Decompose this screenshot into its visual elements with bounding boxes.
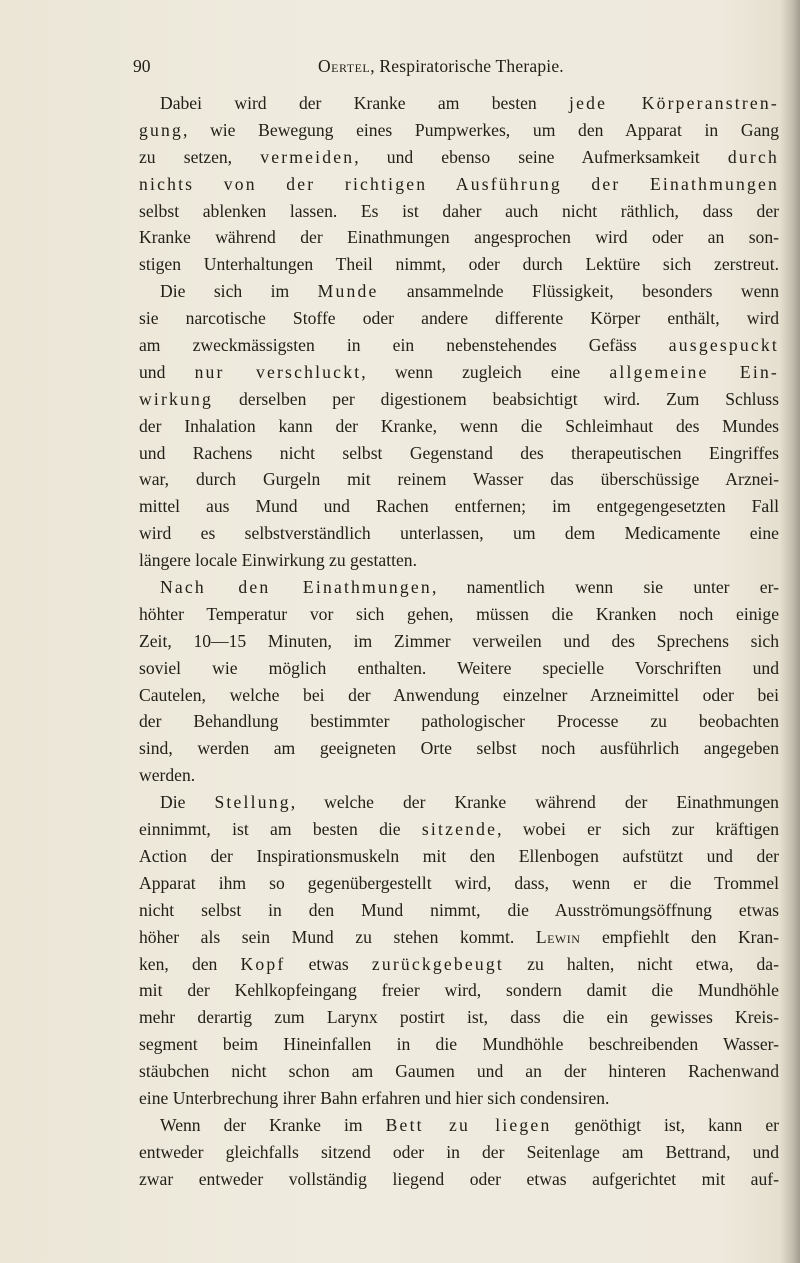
text-segment: selbst ablenken lassen. Es ist daher auch nicht räthlich, dass der (139, 200, 779, 221)
text-line (139, 870, 779, 897)
text-line (139, 1112, 779, 1139)
text-line (139, 897, 779, 924)
text-segment: empfiehlt den Kran- (580, 926, 779, 947)
text-line (139, 278, 779, 305)
text-line (139, 520, 779, 547)
text-line (139, 359, 779, 386)
text-segment: Zeit, 10—15 Minuten, im Zimmer verweilen und des Sprechens sich (139, 630, 779, 651)
text-line (139, 171, 779, 198)
text-segment: derselben per digestionem beabsichtigt wird. Zum Schluss (213, 388, 779, 409)
body-text (139, 90, 779, 1193)
emphasized-text: durch (727, 146, 779, 167)
text-line (139, 816, 779, 843)
text-segment: entweder gleichfalls sitzend oder in der Seitenlage am Bettrand, und (139, 1141, 779, 1162)
emphasized-text: Stellung (214, 792, 291, 813)
text-line (139, 1085, 779, 1112)
text-line (139, 762, 779, 789)
text-segment: höhter Temperatur vor sich gehen, müssen die Kranken noch einige (139, 603, 779, 624)
text-segment: Dabei wird der Kranke am besten (160, 93, 570, 113)
text-segment: war, durch Gurgeln mit reinem Wasser das überschüssige Arznei- (139, 469, 779, 490)
text-line (139, 251, 779, 278)
text-segment: ken, den (139, 953, 241, 974)
emphasized-text: Bett zu liegen (385, 1114, 552, 1135)
text-line (139, 843, 779, 870)
emphasized-text: wirkung (139, 388, 214, 409)
emphasized-text: Munde (317, 281, 379, 302)
text-line (139, 601, 779, 628)
text-line (139, 386, 779, 413)
text-segment: höher als sein Mund zu stehen kommt. (139, 926, 536, 947)
emphasized-text: allgemeine Ein- (609, 361, 779, 382)
text-line (139, 144, 779, 171)
text-segment: sind, werden am geeigneten Orte selbst noch ausführlich angegeben (139, 738, 779, 759)
text-segment: Wenn der Kranke im (160, 1114, 386, 1135)
text-segment: der Behandlung bestimmter pathologischer Processe zu beobachten (139, 711, 779, 732)
text-segment: , wie Bewegung eines Pumpwerkes, um den Apparat in Gang (183, 119, 779, 140)
emphasized-text: vermeiden (260, 146, 355, 167)
author-citation: Lewin (535, 926, 581, 947)
running-header (133, 56, 773, 80)
text-line (139, 789, 779, 816)
text-line (139, 440, 779, 467)
author-name: Oertel (318, 56, 371, 76)
text-segment: wird es selbstverständlich unterlassen, um dem Medicamente eine (139, 523, 779, 544)
text-line (139, 198, 779, 225)
text-segment: zu setzen, (139, 146, 261, 167)
text-line (139, 977, 779, 1004)
page-number: 90 (133, 56, 151, 76)
text-line (139, 1004, 779, 1031)
text-line (139, 924, 779, 951)
emphasized-text: zurückgebeugt (371, 953, 504, 974)
text-segment: und (139, 361, 195, 382)
text-segment: nicht selbst in den Mund nimmt, die Ausströmungsöffnung etwas (139, 899, 779, 920)
text-segment: zu halten, nicht etwa, da- (504, 953, 779, 974)
text-segment: etwas (285, 953, 372, 974)
text-line (139, 655, 779, 682)
text-line (139, 735, 779, 762)
text-segment: zwar entweder vollständig liegend oder etwas aufgerichtet mit auf- (139, 1168, 779, 1189)
book-title: , Respiratorische Therapie. (370, 56, 564, 76)
emphasized-text: nur verschluckt (194, 361, 362, 382)
emphasized-text: Kopf (240, 953, 286, 974)
text-segment: werden. (139, 765, 196, 786)
text-segment: längere locale Einwirkung zu gestatten. (139, 550, 417, 571)
text-segment: , namentlich wenn sie unter er- (431, 577, 779, 598)
text-segment: mittel aus Mund und Rachen entfernen; im entgegengesetzten Fall (139, 496, 779, 517)
text-segment: segment beim Hineinfallen in die Mundhöhle beschreibenden Wasser- (139, 1034, 779, 1055)
text-segment: stäubchen nicht schon am Gaumen und an der hinteren Rachenwand (139, 1061, 779, 1082)
text-segment: , welche der Kranke während der Einathmungen (290, 792, 779, 813)
text-segment: der Inhalation kann der Kranke, wenn die Schleimhaut des Mundes (139, 415, 779, 436)
text-line (139, 90, 779, 117)
text-segment: Die (160, 792, 215, 813)
text-line (139, 466, 779, 493)
text-segment: , wobei er sich zur kräftigen (497, 819, 779, 840)
text-segment: , und ebenso seine Aufmerksamkeit (354, 146, 728, 167)
text-segment: soviel wie möglich enthalten. Weitere specielle Vorschriften und (139, 657, 779, 678)
page-edge-shadow (780, 0, 800, 1263)
emphasized-text: jede Körperanstren- (569, 93, 779, 113)
text-line (139, 547, 779, 574)
text-line (139, 574, 779, 601)
text-segment: , wenn zugleich eine (361, 361, 610, 382)
text-segment: mehr derartig zum Larynx postirt ist, dass die ein gewisses Kreis- (139, 1007, 779, 1028)
text-line (139, 1031, 779, 1058)
text-segment: einnimmt, ist am besten die (139, 819, 422, 840)
text-line (139, 305, 779, 332)
text-line (139, 1058, 779, 1085)
text-segment: Die sich im (160, 281, 318, 302)
text-segment: Kranke während der Einathmungen angesprochen wird oder an son- (139, 227, 779, 248)
text-line (139, 1166, 779, 1193)
text-segment: ansammelnde Flüssigkeit, besonders wenn (378, 281, 779, 302)
text-segment: Action der Inspirationsmuskeln mit den Ellenbogen aufstützt und der (139, 845, 779, 866)
text-segment: Cautelen, welche bei der Anwendung einzelner Arzneimittel oder bei (139, 684, 779, 705)
text-segment: mit der Kehlkopfeingang freier wird, sondern damit die Mundhöhle (139, 980, 779, 1001)
text-segment: eine Unterbrechung ihrer Bahn erfahren und hier sich condensiren. (139, 1087, 610, 1108)
emphasized-text: gung (139, 119, 183, 140)
emphasized-text: ausgespuckt (668, 335, 779, 356)
text-segment: sie narcotische Stoffe oder andere differente Körper enthält, wird (139, 308, 779, 329)
text-line (139, 628, 779, 655)
text-line (139, 951, 779, 978)
text-line (139, 708, 779, 735)
text-line (139, 332, 779, 359)
text-line (139, 1139, 779, 1166)
text-segment: Apparat ihm so gegenübergestellt wird, dass, wenn er die Trommel (139, 872, 779, 893)
text-line (139, 682, 779, 709)
text-segment: am zweckmässigsten in ein nebenstehendes Gefäss (139, 335, 669, 356)
text-line (139, 224, 779, 251)
emphasized-text: sitzende (421, 819, 498, 840)
text-segment: genöthigt ist, kann er (551, 1114, 779, 1135)
text-line (139, 493, 779, 520)
running-title (318, 56, 564, 77)
text-line (139, 413, 779, 440)
emphasized-text: Nach den Einathmungen (160, 577, 432, 598)
text-segment: stigen Unterhaltungen Theil nimmt, oder durch Lektüre sich zerstreut. (139, 254, 779, 275)
text-segment: und Rachens nicht selbst Gegenstand des therapeutischen Eingriffes (139, 442, 779, 463)
emphasized-text: nichts von der richtigen Ausführung der Einathmungen (139, 173, 779, 194)
text-line (139, 117, 779, 144)
